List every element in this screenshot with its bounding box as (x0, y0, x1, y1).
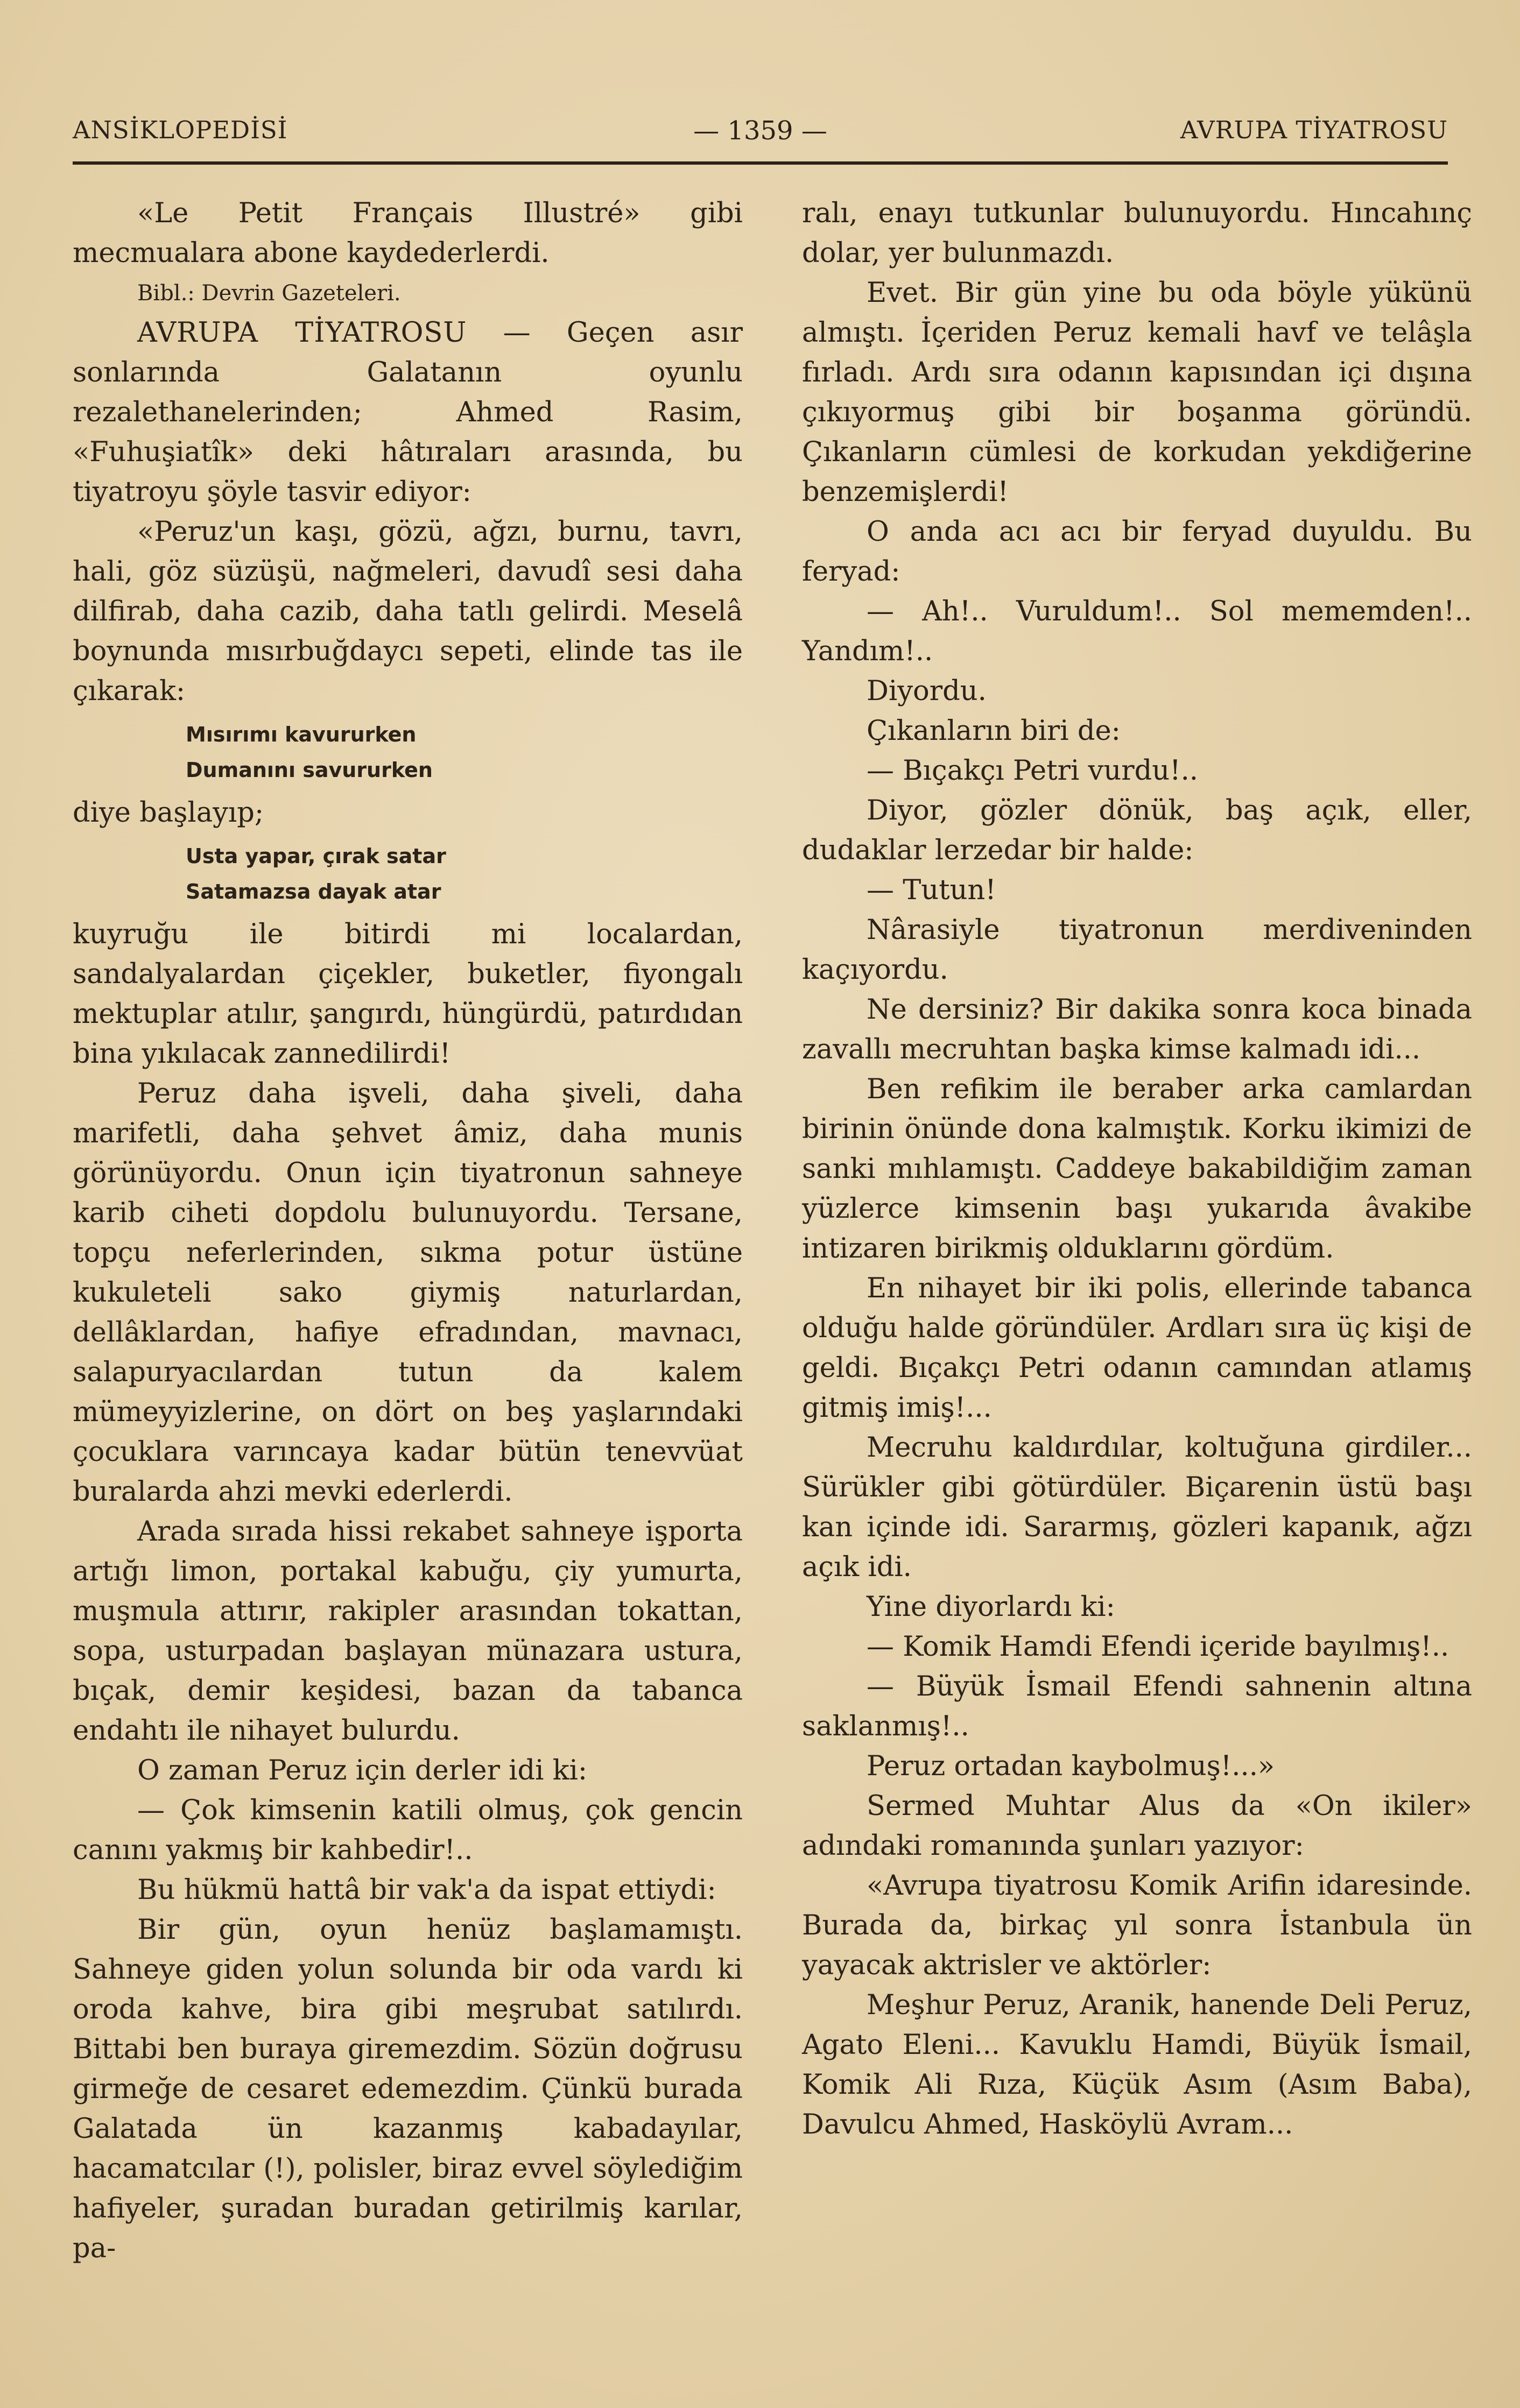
header-right-title: AVRUPA TİYATROSU (1180, 116, 1448, 144)
paragraph: «Le Petit Français Illustré» gibi mecmualara abone kaydederlerdi. (73, 197, 743, 269)
verse-line: Mısırımı kavururken (186, 723, 417, 746)
paragraph: O anda acı acı bir feryad duyuldu. Bu feryad: (802, 516, 1472, 588)
verse-line: Usta yapar, çırak satar (186, 844, 446, 868)
entry-text: — Geçen asır sonlarında Galatanın oyunlu rezalethanelerinden; Ahmed Rasim, «Fuhuşiatîk» deki hâtıraları arasında, bu tiyatroyu şöyle tasvir ediyor: (73, 317, 743, 508)
paragraph: O zaman Peruz için derler idi ki: (137, 1755, 588, 1786)
bibliography: Bibl.: Devrin Gazeteleri. (137, 281, 401, 306)
paragraph: Arada sırada hissi rekabet sahneye işporta artığı limon, portakal kabuğu, çiy yumurta, muşmula attırır, rakipler arasından tokattan, sopa, usturpadan başlayan münazara ustura, bıçak, demir keşidesi, bazan da tabanca endahtı ile nihayet bulurdu. (73, 1516, 743, 1747)
paragraph: Peruz daha işveli, daha şiveli, daha marifetli, daha şehvet âmiz, daha munis görünüyordu. Onun için tiyatronun sahneye karib ciheti dopdolu bulunuyordu. Tersane, topçu neferlerinden, sıkma potur üstüne kukuleteli sako giymiş naturlardan, dellâklardan, hafiye efradından, mavnacı, salapuryacılardan tutun da kalem mümeyyizlerine, on dört on beş yaşlarındaki çocuklara varıncaya kadar bütün tenevvüat buralarda ahzi mevki ederlerdi. (73, 1078, 743, 1508)
paragraph: — Tutun! (867, 874, 996, 906)
header-left-title: ANSİKLOPEDİSİ (73, 116, 288, 144)
paragraph: Bir gün, oyun henüz başlamamıştı. Sahneye giden yolun solunda bir oda vardı ki oroda kahve, bira gibi meşrubat satılırdı. Bittabi ben buraya giremezdim. Sözün doğrusu girmeğe de cesaret edemezdim. Çünkü burada Galatada ün kazanmış kabadayılar, hacamatcılar (!), polisler, biraz evvel söylediğim hafiyeler, şuradan buradan getirilmiş karılar, pa- (73, 1914, 743, 2264)
entry-title: AVRUPA TİYATROSU (137, 317, 467, 349)
verse-line: Dumanını savururken (186, 758, 433, 782)
page-number: — 1359 — (693, 116, 827, 146)
verse-line: Satamazsa dayak atar (186, 880, 441, 903)
paragraph: diye başlayıp; (73, 797, 264, 829)
right-column (802, 194, 1472, 2145)
paragraph: Diyordu. (867, 675, 987, 707)
paragraph: Yine diyorlardı ki: (867, 1591, 1115, 1623)
paragraph: — Komik Hamdi Efendi içeride bayılmış!.. (867, 1631, 1449, 1663)
paragraph: kuyruğu ile bitirdi mi localardan, sandalyalardan çiçekler, buketler, fiyongalı mektuplar atılır, şangırdı, hüngürdü, patırdıdan bina yıkılacak zannedilirdi! (73, 919, 743, 1070)
paragraph: Diyor, gözler dönük, baş açık, eller, dudaklar lerzedar bir halde: (802, 795, 1472, 866)
paragraph: — Ah!.. Vuruldum!.. Sol mememden!.. Yandım!.. (802, 596, 1472, 667)
paragraph: En nihayet bir iki polis, ellerinde tabanca olduğu halde göründüler. Ardları sıra üç kişi de geldi. Bıçakçı Petri odanın camından atlamış gitmiş imiş!... (802, 1273, 1472, 1424)
paragraph: Ne dersiniz? Bir dakika sonra koca binada zavallı mecruhtan başka kimse kalmadı idi... (802, 994, 1472, 1065)
paragraph: ralı, enayı tutkunlar bulunuyordu. Hıncahınç dolar, yer bulunmazdı. (802, 197, 1472, 269)
paragraph: «Avrupa tiyatrosu Komik Arifin idaresinde. Burada da, birkaç yıl sonra İstanbula ün yayacak aktrisler ve aktörler: (802, 1870, 1472, 1981)
verse (73, 838, 743, 909)
paragraph: — Büyük İsmail Efendi sahnenin altına saklanmış!.. (802, 1671, 1472, 1742)
paragraph: Bu hükmü hattâ bir vak'a da ispat etti̇ydi: (137, 1874, 716, 1906)
verse (73, 717, 743, 788)
paragraph: Ben refikim ile beraber arka camlardan birinin önünde dona kalmıştık. Korku ikimizi de sanki mıhlamıştı. Caddeye bakabildiğim zaman yüzlerce kimsenin başı yukarıda âvakibe intizaren birikmiş olduklarını gördüm. (802, 1074, 1472, 1265)
page-header (73, 116, 1448, 159)
paragraph: Çıkanların biri de: (867, 715, 1121, 747)
paragraph: Peruz ortadan kaybolmuş!...» (867, 1750, 1275, 1782)
paragraph: — Çok kimsenin katili olmuş, çok gencin canını yakmış bir kahbedir!.. (73, 1795, 743, 1866)
paragraph: — Bıçakçı Petri vurdu!.. (867, 755, 1199, 787)
paragraph: «Peruz'un kaşı, gözü, ağzı, burnu, tavrı, hali, göz süzüşü, nağmeleri, davudî sesi daha dilfirab, daha cazib, daha tatlı gelirdi. Meselâ boynunda mısırbuğdaycı sepeti, elinde tas ile çıkarak: (73, 516, 743, 707)
header-rule (73, 161, 1448, 165)
paragraph: Mecruhu kaldırdılar, koltuğuna girdiler... Sürükler gibi götürdüler. Biçarenin üstü başı kan içinde idi. Sararmış, gözleri kapanık, ağzı açık idi. (802, 1432, 1472, 1583)
paragraph: Meşhur Peruz, Aranik, hanende Deli Peruz, Agato Eleni... Kavuklu Hamdi, Büyük İsmail, Komik Ali Rıza, Küçük Asım (Asım Baba), Davulcu Ahmed, Hasköylü Avram... (802, 1989, 1472, 2141)
paragraph: Nârasiyle tiyatronun merdiveninden kaçıyordu. (802, 914, 1472, 986)
left-column (73, 194, 743, 2269)
entry-paragraph (73, 313, 743, 512)
paragraph: Evet. Bir gün yine bu oda böyle yükünü almıştı. İçeriden Peruz kemali havf ve telâşla fırladı. Ardı sıra odanın kapısından içi dışına çıkıyormuş gibi bir boşanma göründü. Çıkanların cümlesi de korkudan yekdiğerine benzemişlerdi! (802, 277, 1472, 508)
paragraph: Sermed Muhtar Alus da «On ikiler» adındaki romanında şunları yazıyor: (802, 1790, 1472, 1862)
